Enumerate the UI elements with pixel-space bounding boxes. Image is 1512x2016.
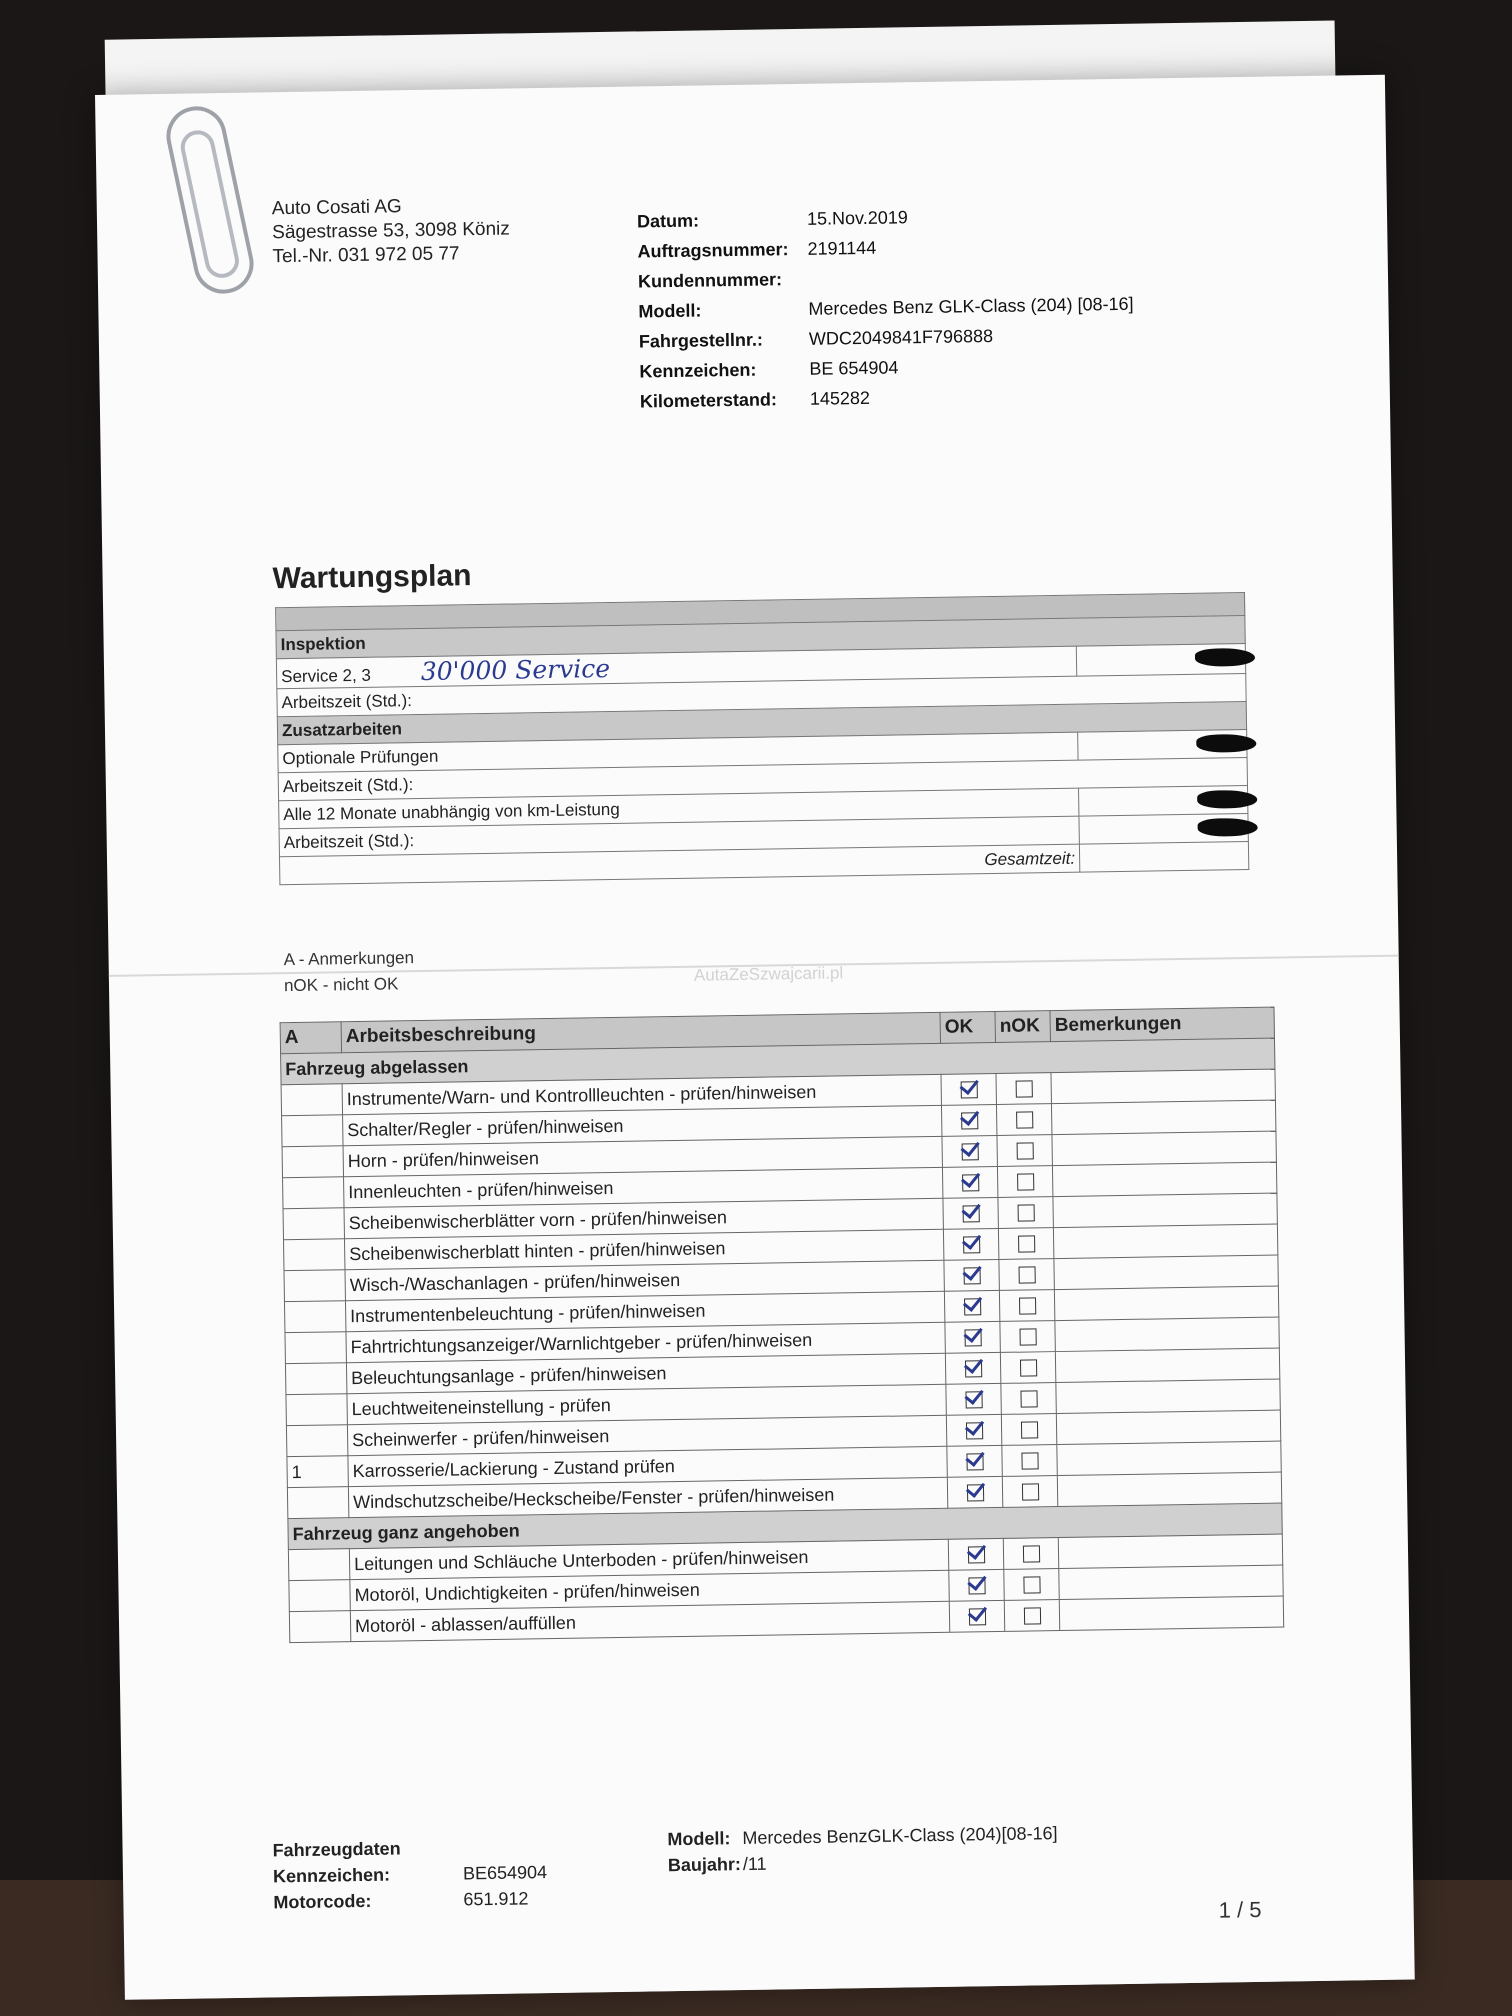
nok-checkbox[interactable] <box>1020 1422 1037 1439</box>
total-time-cell <box>1079 841 1248 872</box>
meta-label: Auftragsnummer: <box>637 239 789 262</box>
model-value: Mercedes BenzGLK-Class (204)[08-16] <box>742 1823 1058 1849</box>
task-description: Windschutzscheibe/Heckscheibe/Fenster - prüfen/hinweisen <box>348 1477 947 1517</box>
ok-cell <box>945 1321 1000 1353</box>
meta-label: Kilometerstand: <box>639 389 778 412</box>
remarks-cell <box>1059 1596 1283 1631</box>
nok-cell <box>1002 1445 1057 1477</box>
nok-checkbox[interactable] <box>1018 1267 1035 1284</box>
ok-checkbox[interactable] <box>964 1329 981 1346</box>
annotation-cell <box>284 1301 345 1333</box>
annotation-cell <box>287 1487 348 1519</box>
nok-cell <box>1002 1476 1057 1508</box>
ok-cell <box>944 1259 999 1291</box>
ok-checkbox[interactable] <box>961 1144 978 1161</box>
ok-cell <box>942 1135 997 1167</box>
nok-cell <box>999 1290 1054 1322</box>
remarks-cell <box>1055 1348 1279 1383</box>
company-name: Auto Cosati AG <box>271 196 402 220</box>
nok-checkbox[interactable] <box>1019 1298 1036 1315</box>
ok-checkbox[interactable] <box>968 1577 985 1594</box>
task-description: Schalter/Regler - prüfen/hinweisen <box>343 1105 942 1145</box>
ok-cell <box>943 1197 998 1229</box>
nok-cell <box>998 1228 1053 1260</box>
task-description: Innenleuchten - prüfen/hinweisen <box>344 1167 943 1207</box>
nok-cell <box>997 1166 1052 1198</box>
ok-cell <box>943 1228 998 1260</box>
task-description: Scheibenwischerblatt hinten - prüfen/hinweisen <box>344 1229 943 1269</box>
hours-cell <box>1079 813 1248 844</box>
remarks-cell <box>1059 1565 1283 1600</box>
page-number: 1 / 5 <box>1218 1896 1262 1923</box>
nok-cell <box>1000 1352 1055 1384</box>
nok-checkbox[interactable] <box>1021 1484 1038 1501</box>
annotation-cell: 1 <box>287 1456 348 1488</box>
remarks-cell <box>1052 1162 1276 1197</box>
remarks-cell <box>1054 1255 1278 1290</box>
section-label: Fahrzeug abgelassen <box>281 1038 1275 1085</box>
nok-checkbox[interactable] <box>1021 1453 1038 1470</box>
remarks-cell <box>1058 1534 1282 1569</box>
redaction-mark <box>1197 790 1257 809</box>
col-desc: Arbeitsbeschreibung <box>341 1012 940 1052</box>
company-phone: Tel.-Nr. 031 972 05 77 <box>272 243 460 268</box>
legend-nok: nOK - nicht OK <box>283 974 399 996</box>
nok-checkbox[interactable] <box>1019 1329 1036 1346</box>
plate-label: Kennzeichen: <box>272 1864 391 1887</box>
nok-cell <box>1004 1600 1059 1632</box>
task-description: Instrumentenbeleuchtung - prüfen/hinweisen <box>345 1291 944 1331</box>
engine-code-value: 651.912 <box>463 1888 529 1910</box>
meta-value: Mercedes Benz GLK-Class (204) [08-16] <box>808 293 1134 319</box>
nok-checkbox[interactable] <box>1015 1081 1032 1098</box>
redaction-mark <box>1198 818 1258 837</box>
annotation-cell <box>285 1332 346 1364</box>
ok-cell <box>942 1166 997 1198</box>
section-zusatzarbeiten: Zusatzarbeiten <box>277 701 1246 744</box>
watermark: AutaZeSzwajcarii.pl <box>693 963 844 985</box>
hours-cell <box>1076 644 1245 677</box>
nok-checkbox[interactable] <box>1017 1174 1034 1191</box>
ok-checkbox[interactable] <box>962 1175 979 1192</box>
remarks-cell <box>1055 1317 1279 1352</box>
annotation-cell <box>286 1425 347 1457</box>
task-description: Beleuchtungsanlage - prüfen/hinweisen <box>346 1353 945 1393</box>
legend-a: A - Anmerkungen <box>283 948 415 970</box>
section-label: Fahrzeug ganz angehoben <box>288 1503 1282 1550</box>
nok-cell <box>1001 1383 1056 1415</box>
nok-cell <box>997 1135 1052 1167</box>
optional-checks-row: Optionale Prüfungen <box>278 732 1078 773</box>
task-description: Scheibenwischerblätter vorn - prüfen/hinweisen <box>344 1198 943 1238</box>
ok-checkbox[interactable] <box>966 1484 983 1501</box>
meta-label: Kennzeichen: <box>639 359 757 382</box>
meta-label: Fahrgestellnr.: <box>638 329 764 352</box>
col-nok: nOK <box>995 1011 1050 1043</box>
maintenance-plan-table <box>275 592 1249 885</box>
remarks-cell <box>1056 1379 1280 1414</box>
remarks-cell <box>1057 1441 1281 1476</box>
ok-cell <box>945 1352 1000 1384</box>
remarks-cell <box>1051 1100 1275 1135</box>
nok-cell <box>1001 1414 1056 1446</box>
nok-cell <box>999 1259 1054 1291</box>
ok-cell <box>947 1476 1002 1508</box>
task-description: Motoröl, Undichtigkeiten - prüfen/hinweisen <box>350 1570 949 1610</box>
vehicle-data <box>272 1833 547 1915</box>
section-inspektion: Inspektion <box>276 616 1245 659</box>
meta-row <box>640 379 1136 417</box>
meta-value: WDC2049841F796888 <box>808 325 994 349</box>
nok-cell <box>996 1104 1051 1136</box>
nok-cell <box>1000 1321 1055 1353</box>
ok-cell <box>946 1414 1001 1446</box>
nok-checkbox[interactable] <box>1016 1112 1033 1129</box>
remarks-cell <box>1054 1286 1278 1321</box>
ok-checkbox[interactable] <box>965 1391 982 1408</box>
remarks-cell <box>1053 1224 1277 1259</box>
annotation-cell <box>284 1270 345 1302</box>
ok-cell <box>949 1569 1004 1601</box>
nok-checkbox[interactable] <box>1020 1391 1037 1408</box>
ok-cell <box>941 1104 996 1136</box>
remarks-cell <box>1056 1410 1280 1445</box>
legend <box>283 945 414 999</box>
annotation-cell <box>284 1239 345 1271</box>
page-title: Wartungsplan <box>272 559 472 596</box>
nok-checkbox[interactable] <box>1016 1143 1033 1160</box>
yearly-row: Alle 12 Monate unabhängig von km-Leistung <box>279 788 1079 829</box>
ok-checkbox[interactable] <box>964 1298 981 1315</box>
meta-value: BE 654904 <box>809 357 899 379</box>
nok-checkbox[interactable] <box>1019 1360 1036 1377</box>
nok-checkbox[interactable] <box>1023 1608 1040 1625</box>
ok-checkbox[interactable] <box>963 1236 980 1253</box>
meta-label: Datum: <box>636 210 700 232</box>
hours-cell <box>1079 785 1248 816</box>
ok-checkbox[interactable] <box>964 1360 981 1377</box>
ok-cell <box>949 1600 1004 1632</box>
task-description: Karrosserie/Lackierung - Zustand prüfen <box>348 1446 947 1486</box>
year-value: /11 <box>742 1853 767 1875</box>
nok-cell <box>998 1197 1053 1229</box>
task-description: Motoröl - ablassen/auffüllen <box>350 1601 949 1641</box>
redaction-mark <box>1196 734 1256 753</box>
task-description: Fahrtrichtungsanzeiger/Warnlichtgeber - prüfen/hinweisen <box>346 1322 945 1362</box>
ok-cell <box>944 1290 999 1322</box>
col-ok: OK <box>940 1011 995 1043</box>
nok-checkbox[interactable] <box>1017 1205 1034 1222</box>
nok-cell <box>1003 1538 1058 1570</box>
arbeitszeit-row: Arbeitszeit (Std.): <box>277 673 1246 716</box>
meta-value: 15.Nov.2019 <box>806 207 908 229</box>
vehicle-data-heading: Fahrzeugdaten <box>272 1838 401 1861</box>
annotation-cell <box>289 1611 350 1643</box>
annotation-cell <box>288 1549 349 1581</box>
remarks-cell <box>1051 1069 1275 1104</box>
col-a: A <box>280 1022 341 1054</box>
remarks-cell <box>1057 1472 1281 1507</box>
hours-cell <box>1078 729 1247 760</box>
task-description: Wisch-/Waschanlagen - prüfen/hinweisen <box>345 1260 944 1300</box>
redaction-mark <box>1195 648 1255 667</box>
task-description: Leuchtweiteneinstellung - prüfen <box>347 1384 946 1424</box>
arbeitszeit-row: Arbeitszeit (Std.): <box>279 816 1079 857</box>
meta-value: 2191144 <box>807 237 877 259</box>
ok-checkbox[interactable] <box>962 1206 979 1223</box>
ok-cell <box>948 1538 1003 1570</box>
ok-checkbox[interactable] <box>965 1422 982 1439</box>
nok-checkbox[interactable] <box>1023 1577 1040 1594</box>
task-description: Scheinwerfer - prüfen/hinweisen <box>347 1415 946 1455</box>
company-block <box>272 194 511 270</box>
remarks-cell <box>1053 1193 1277 1228</box>
ok-checkbox[interactable] <box>963 1267 980 1284</box>
order-meta <box>637 199 1135 417</box>
meta-label: Kundennummer: <box>637 269 783 292</box>
ok-checkbox[interactable] <box>960 1082 977 1099</box>
annotation-cell <box>283 1177 344 1209</box>
task-description: Instrumente/Warn- und Kontrollleuchten - prüfen/hinweisen <box>342 1074 941 1114</box>
engine-code-label: Motorcode: <box>273 1890 372 1913</box>
task-description: Horn - prüfen/hinweisen <box>343 1136 942 1176</box>
handwritten-note: 30'000 Service <box>420 653 611 686</box>
arbeitszeit-row: Arbeitszeit (Std.): <box>278 757 1247 800</box>
col-remarks: Bemerkungen <box>1050 1007 1274 1042</box>
plate-value: BE654904 <box>462 1862 548 1884</box>
task-description: Leitungen und Schläuche Unterboden - prüfen/hinweisen <box>349 1539 948 1579</box>
annotation-cell <box>282 1115 343 1147</box>
service-row: Service 2, 3 30'000 Service <box>276 646 1076 689</box>
ok-checkbox[interactable] <box>961 1113 978 1130</box>
annotation-cell <box>281 1084 342 1116</box>
ok-cell <box>947 1445 1002 1477</box>
year-label: Baujahr: <box>667 1854 742 1876</box>
vehicle-model-data <box>667 1820 1058 1878</box>
nok-cell <box>1004 1569 1059 1601</box>
nok-checkbox[interactable] <box>1022 1546 1039 1563</box>
nok-cell <box>996 1073 1051 1105</box>
meta-value: 145282 <box>809 387 871 409</box>
ok-checkbox[interactable] <box>966 1453 983 1470</box>
company-address: Sägestrasse 53, 3098 Köniz <box>272 218 510 244</box>
annotation-cell <box>282 1146 343 1178</box>
maintenance-document <box>95 75 1415 2000</box>
nok-checkbox[interactable] <box>1018 1236 1035 1253</box>
ok-cell <box>941 1073 996 1105</box>
checklist-table <box>280 1007 1285 1644</box>
ok-cell <box>946 1383 1001 1415</box>
ok-checkbox[interactable] <box>968 1608 985 1625</box>
annotation-cell <box>285 1363 346 1395</box>
annotation-cell <box>283 1208 344 1240</box>
model-label: Modell: <box>667 1828 731 1850</box>
annotation-cell <box>286 1394 347 1426</box>
annotation-cell <box>289 1580 350 1612</box>
meta-label: Modell: <box>638 300 702 322</box>
ok-checkbox[interactable] <box>967 1546 984 1563</box>
remarks-cell <box>1052 1131 1276 1166</box>
total-time-label: Gesamtzeit: <box>279 844 1079 885</box>
